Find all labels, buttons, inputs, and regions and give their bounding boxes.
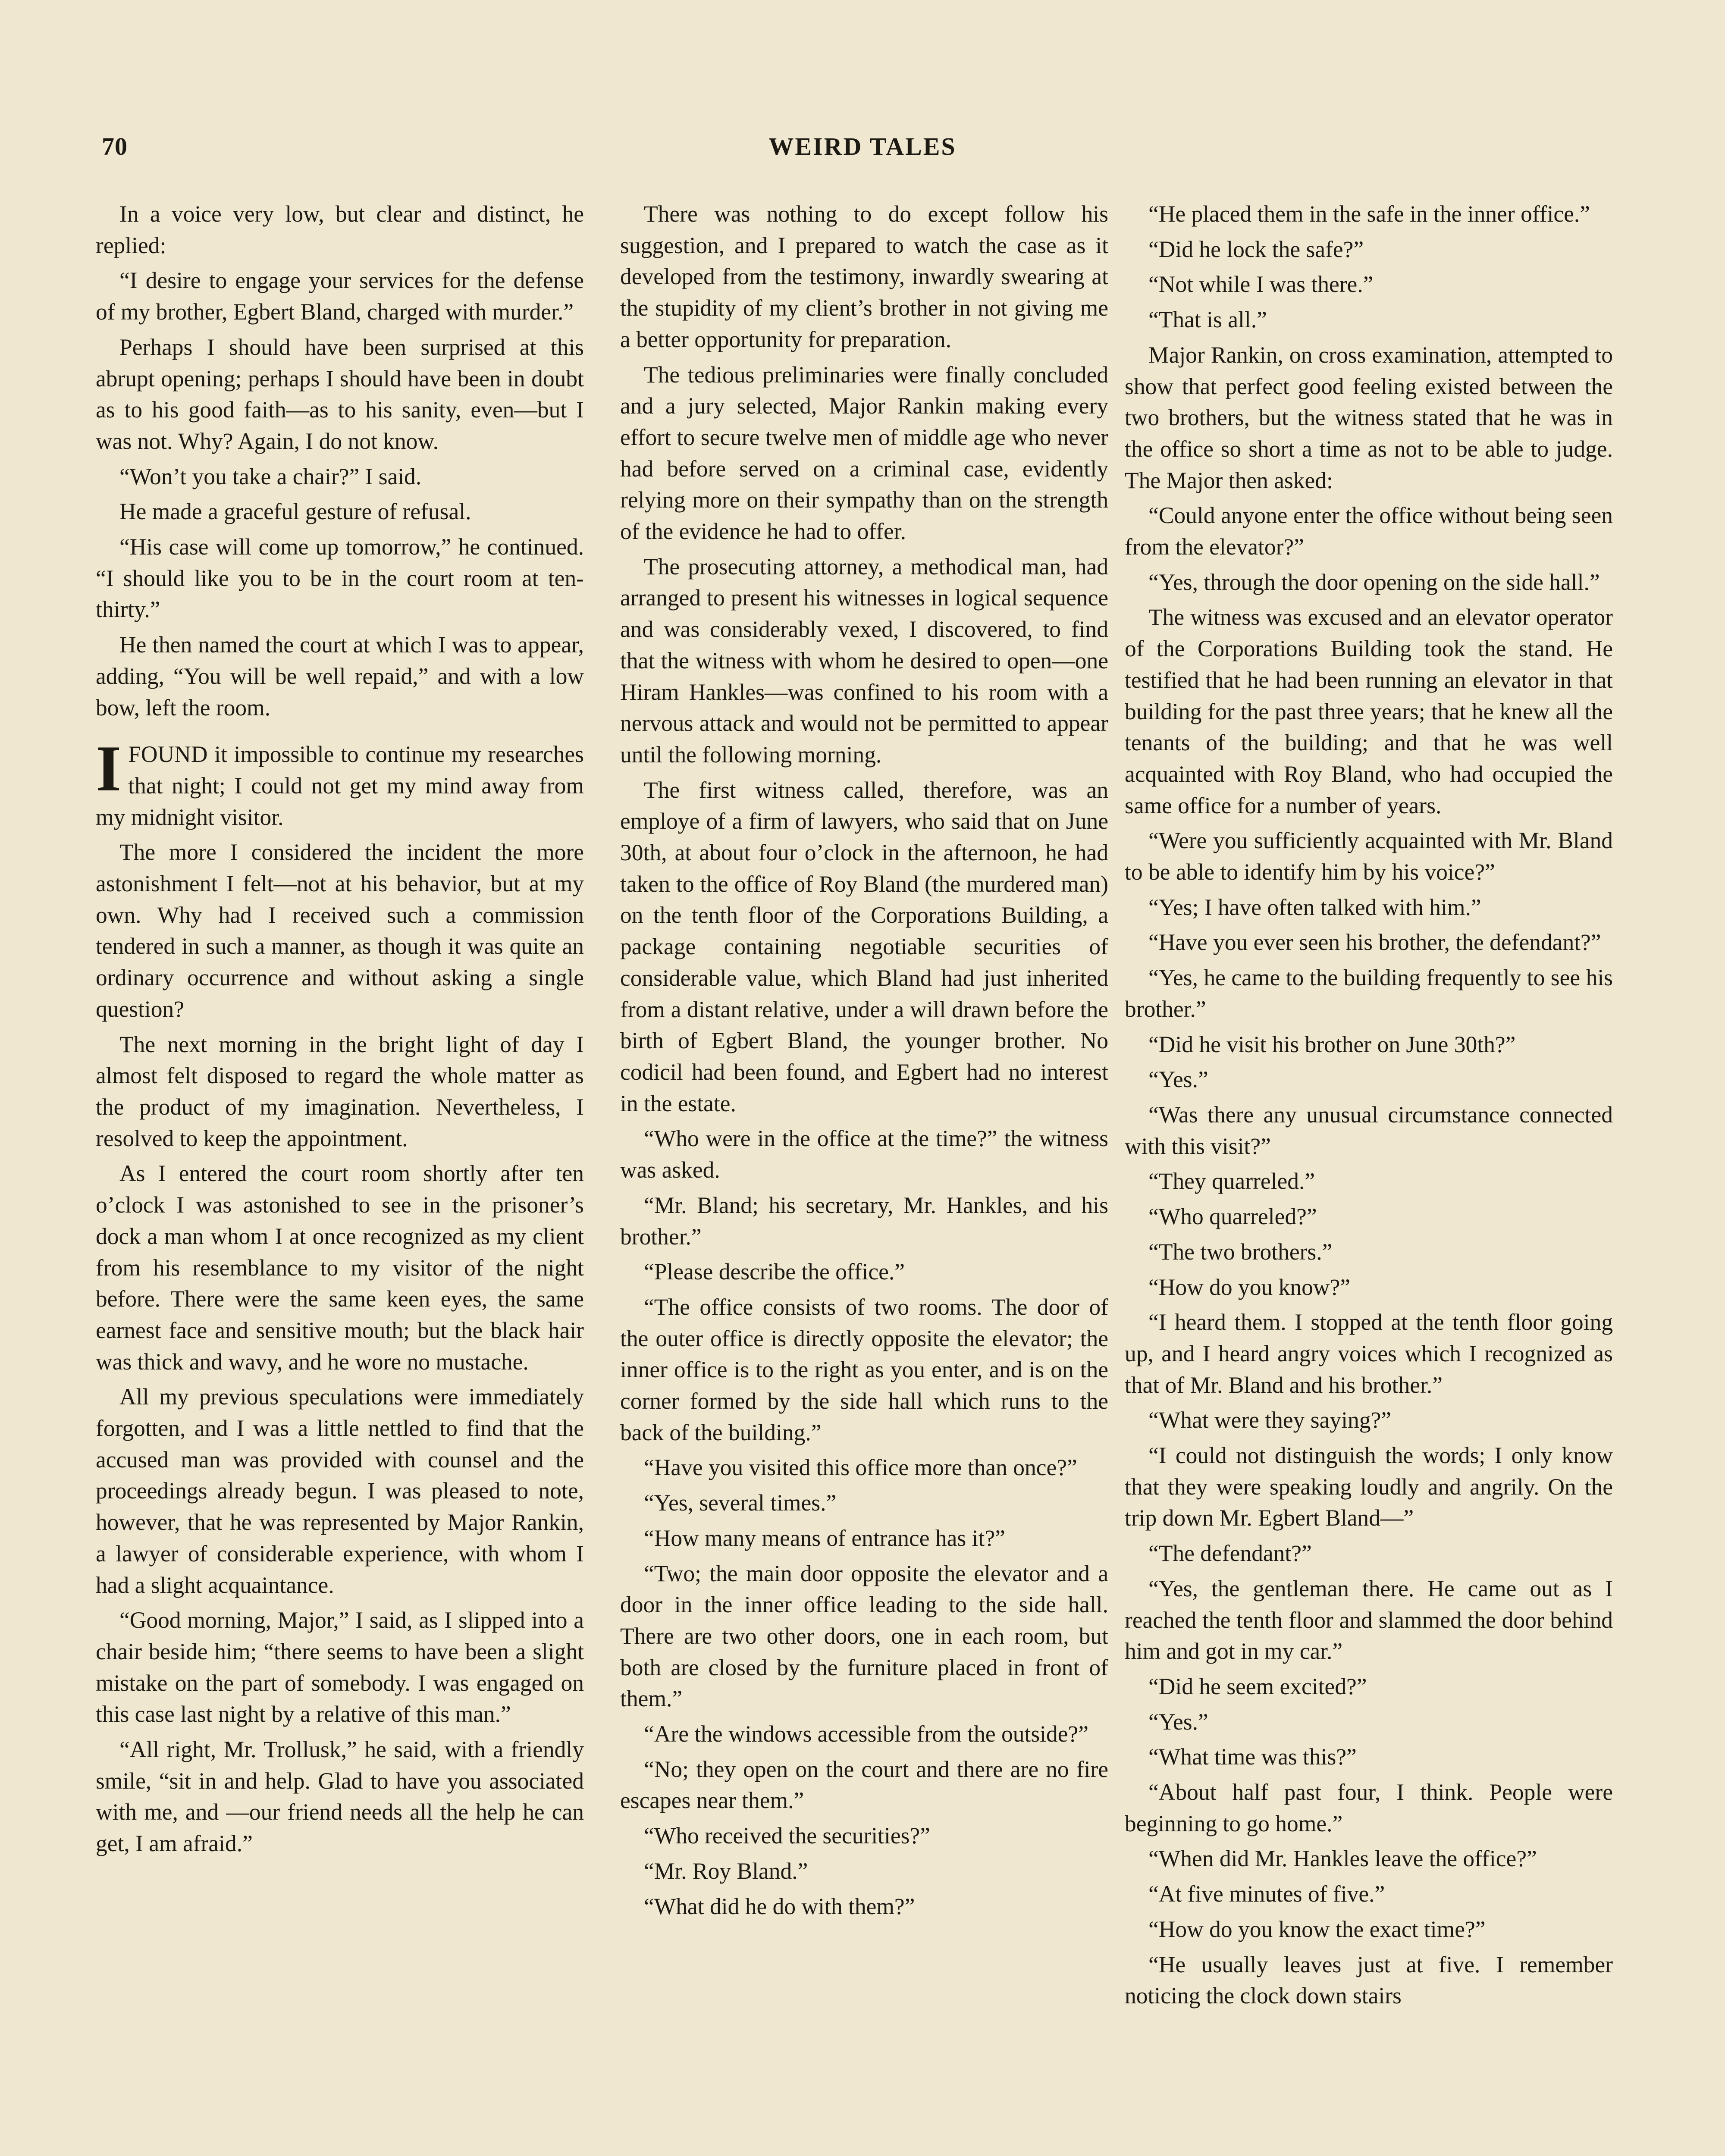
paragraph: “How many means of entrance has it?” bbox=[644, 1525, 1005, 1551]
paragraph: “He usually leaves just at five. I remember noticing the clock down stairs bbox=[1125, 1951, 1613, 2009]
paragraph: “The defendant?” bbox=[1148, 1540, 1312, 1567]
paragraph: “Yes, through the door opening on the side hall.” bbox=[1148, 569, 1600, 595]
running-head: WEIRD TALES bbox=[768, 132, 957, 160]
paragraph: “Have you ever seen his brother, the defendant?” bbox=[1148, 929, 1601, 956]
paragraph: “Who quarreled?” bbox=[1148, 1203, 1317, 1230]
paragraph: “That is all.” bbox=[1148, 307, 1267, 333]
paragraph: “The office consists of two rooms. The door of the outer office is directly opposite the elevator; the inner office is to the right as you enter, and is on the corner formed by the side hall which runs to the back of the building.” bbox=[620, 1294, 1108, 1445]
paragraph: “Yes.” bbox=[1148, 1708, 1208, 1735]
paragraph: “Good morning, Major,” I said, as I slipped into a chair beside him; “there seems to have been a slight mistake on the part of somebody. I was engaged on this case last night by a relative of this man.” bbox=[96, 1607, 584, 1727]
paragraph: “Who were in the office at the time?” the witness was asked. bbox=[620, 1125, 1108, 1183]
paragraph: In a voice very low, but clear and distinct, he replied: bbox=[96, 201, 584, 258]
paragraph: “Were you sufficiently acquainted with Mr. Bland to be able to identify him by his voice?” bbox=[1125, 827, 1613, 885]
paragraph: “Did he lock the safe?” bbox=[1148, 236, 1364, 262]
paragraph: Perhaps I should have been surprised at this abrupt opening; perhaps I should have been in doubt as to his good faith—as to his sanity, even—but I was not. Why? Again, I do not know. bbox=[96, 334, 584, 454]
paragraph: The more I considered the incident the more astonishment I felt—not at his behavior, but at my own. Why had I received such a commission tendered in such a manner, as though it was quite an ordinary occurrence and without asking a single question? bbox=[96, 839, 584, 1022]
paragraph: “When did Mr. Hankles leave the office?” bbox=[1148, 1846, 1537, 1872]
paragraph: “Was there any unusual circumstance connected with this visit?” bbox=[1125, 1101, 1613, 1159]
paragraph: Major Rankin, on cross examination, attempted to show that perfect good feeling existed between the two brothers, but the witness stated that he was in the office so short a time as not to be able to judge. The Major then asked: bbox=[1125, 342, 1613, 493]
paragraph: The witness was excused and an elevator operator of the Corporations Building took the stand. He testified that he had been running an elevator in that building for the past three years; that he knew all the tenants of the building; and that he was well acquainted with Roy Bland, who had occupied the same office for a number of years. bbox=[1125, 604, 1613, 818]
paragraph-text: FOUND it impossible to continue my researches that night; I could not get my mind away from my midnight visitor. bbox=[96, 741, 584, 830]
paragraph: “He placed them in the safe in the inner office.” bbox=[1148, 201, 1590, 227]
paragraph: All my previous speculations were immediately forgotten, and I was a little nettled to find that the accused man was provided with counsel and the proceedings already begun. I was pleased to note, however, that he was represented by Major Rankin, a lawyer of considerable experience, with whom I had a slight acquaintance. bbox=[96, 1384, 584, 1598]
paragraph: “Two; the main door opposite the elevator and a door in the inner office leading to the side hall. There are two other doors, one in each room, but both are closed by the furniture placed in front of them.” bbox=[620, 1560, 1108, 1712]
paragraph: The prosecuting attorney, a methodical man, had arranged to present his witnesses in logical sequence and was considerably vexed, I discovered, to find that the witness with whom he desired to open—one Hiram Hankles—was confined to his room with a nervous attack and would not be permitted to appear until the following morning. bbox=[620, 553, 1108, 768]
paragraph: “Have you visited this office more than once?” bbox=[644, 1454, 1077, 1481]
drop-cap: I bbox=[96, 732, 122, 805]
paragraph: “Not while I was there.” bbox=[1148, 271, 1374, 298]
paragraph: “No; they open on the court and there are no fire escapes near them.” bbox=[620, 1756, 1108, 1814]
paragraph: As I entered the court room shortly after ten o’clock I was astonished to see in the prisoner’s dock a man whom I at once recognized as my client from his resemblance to my visitor of the night before. There were the same keen eyes, the same earnest face and sensitive mouth; but the black hair was thick and wavy, and he wore no mustache. bbox=[96, 1160, 584, 1375]
text-column-2 bbox=[620, 198, 1108, 2156]
page-number: 70 bbox=[102, 132, 128, 160]
paragraph: “About half past four, I think. People were beginning to go home.” bbox=[1125, 1779, 1613, 1836]
paragraph: “Yes; I have often talked with him.” bbox=[1148, 894, 1481, 920]
paragraph: “I desire to engage your services for the defense of my brother, Egbert Bland, charged with murder.” bbox=[96, 267, 584, 325]
paragraph: “Who received the securities?” bbox=[644, 1823, 930, 1849]
paragraph: “They quarreled.” bbox=[1148, 1168, 1315, 1194]
paragraph: “Did he seem excited?” bbox=[1148, 1673, 1367, 1699]
paragraph: “What time was this?” bbox=[1148, 1744, 1357, 1770]
paragraph: “Yes.” bbox=[1148, 1066, 1208, 1093]
paragraph: “Are the windows accessible from the outside?” bbox=[644, 1721, 1088, 1747]
paragraph: “How do you know?” bbox=[1148, 1274, 1351, 1300]
paragraph: “Yes, the gentleman there. He came out as I reached the tenth floor and slammed the door behind him and got in my car.” bbox=[1125, 1575, 1613, 1664]
paragraph: “I could not distinguish the words; I only know that they were speaking loudly and angrily. On the trip down Mr. Egbert Bland—” bbox=[1125, 1442, 1613, 1531]
paragraph: “All right, Mr. Trollusk,” he said, with a friendly smile, “sit in and help. Glad to have you associated with me, and —our friend needs all the help he can get, I am afraid.” bbox=[96, 1736, 584, 1857]
paragraph: “What were they saying?” bbox=[1148, 1407, 1391, 1433]
text-column-1 bbox=[96, 198, 584, 2156]
paragraph: He then named the court at which I was to appear, adding, “You will be well repaid,” and with a low bow, left the room. bbox=[96, 632, 584, 721]
paragraph: The next morning in the bright light of day I almost felt disposed to regard the whole matter as the product of my imagination. Nevertheless, I resolved to keep the appointment. bbox=[96, 1031, 584, 1151]
paragraph: “At five minutes of five.” bbox=[1148, 1881, 1385, 1907]
paragraph: The first witness called, therefore, was an employe of a firm of lawyers, who said that on June 30th, at about four o’clock in the afternoon, he had taken to the office of Roy Bland (the murdered man) on the tenth floor of the Corporations Building, a package containing negotiable securities of considerable value, which Bland had just inherited from a distant relative, under a will drawn before the birth of Egbert Bland, the younger brother. No codicil had been found, and Egbert had no interest in the estate. bbox=[620, 777, 1108, 1116]
paragraph: “Mr. Roy Bland.” bbox=[644, 1858, 808, 1884]
paragraph: “Won’t you take a chair?” I said. bbox=[119, 463, 422, 489]
paragraph: “The two brothers.” bbox=[1148, 1238, 1333, 1265]
paragraph: “Yes, he came to the building frequently to see his brother.” bbox=[1125, 965, 1613, 1022]
paragraph: “What did he do with them?” bbox=[644, 1893, 915, 1919]
paragraph: The tedious preliminaries were finally concluded and a jury selected, Major Rankin making every effort to secure twelve men of middle age who never had before served on a criminal case, evidently relying more on their sympathy than on the strength of the evidence he had to offer. bbox=[620, 361, 1108, 545]
paragraph: He made a graceful gesture of refusal. bbox=[119, 498, 471, 525]
text-column-3 bbox=[1125, 198, 1613, 2156]
paragraph: “Could anyone enter the office without being seen from the elevator?” bbox=[1125, 502, 1613, 560]
paragraph: There was nothing to do except follow his suggestion, and I prepared to watch the case as it developed from the testimony, inwardly swearing at the stupidity of my client’s brother in not giving me a better opportunity for preparation. bbox=[620, 201, 1108, 352]
paragraph: “Did he visit his brother on June 30th?” bbox=[1148, 1031, 1516, 1057]
paragraph: “Mr. Bland; his secretary, Mr. Hankles, and his brother.” bbox=[620, 1192, 1108, 1250]
paragraph bbox=[96, 732, 584, 833]
paragraph: “His case will come up tomorrow,” he continued. “I should like you to be in the court room at ten-thirty.” bbox=[96, 534, 584, 623]
paragraph: “Yes, several times.” bbox=[644, 1490, 837, 1516]
paragraph: “How do you know the exact time?” bbox=[1148, 1916, 1486, 1942]
paragraph: “Please describe the office.” bbox=[644, 1259, 905, 1285]
paragraph: “I heard them. I stopped at the tenth floor going up, and I heard angry voices which I recognized as that of Mr. Bland and his brother.” bbox=[1125, 1309, 1613, 1398]
